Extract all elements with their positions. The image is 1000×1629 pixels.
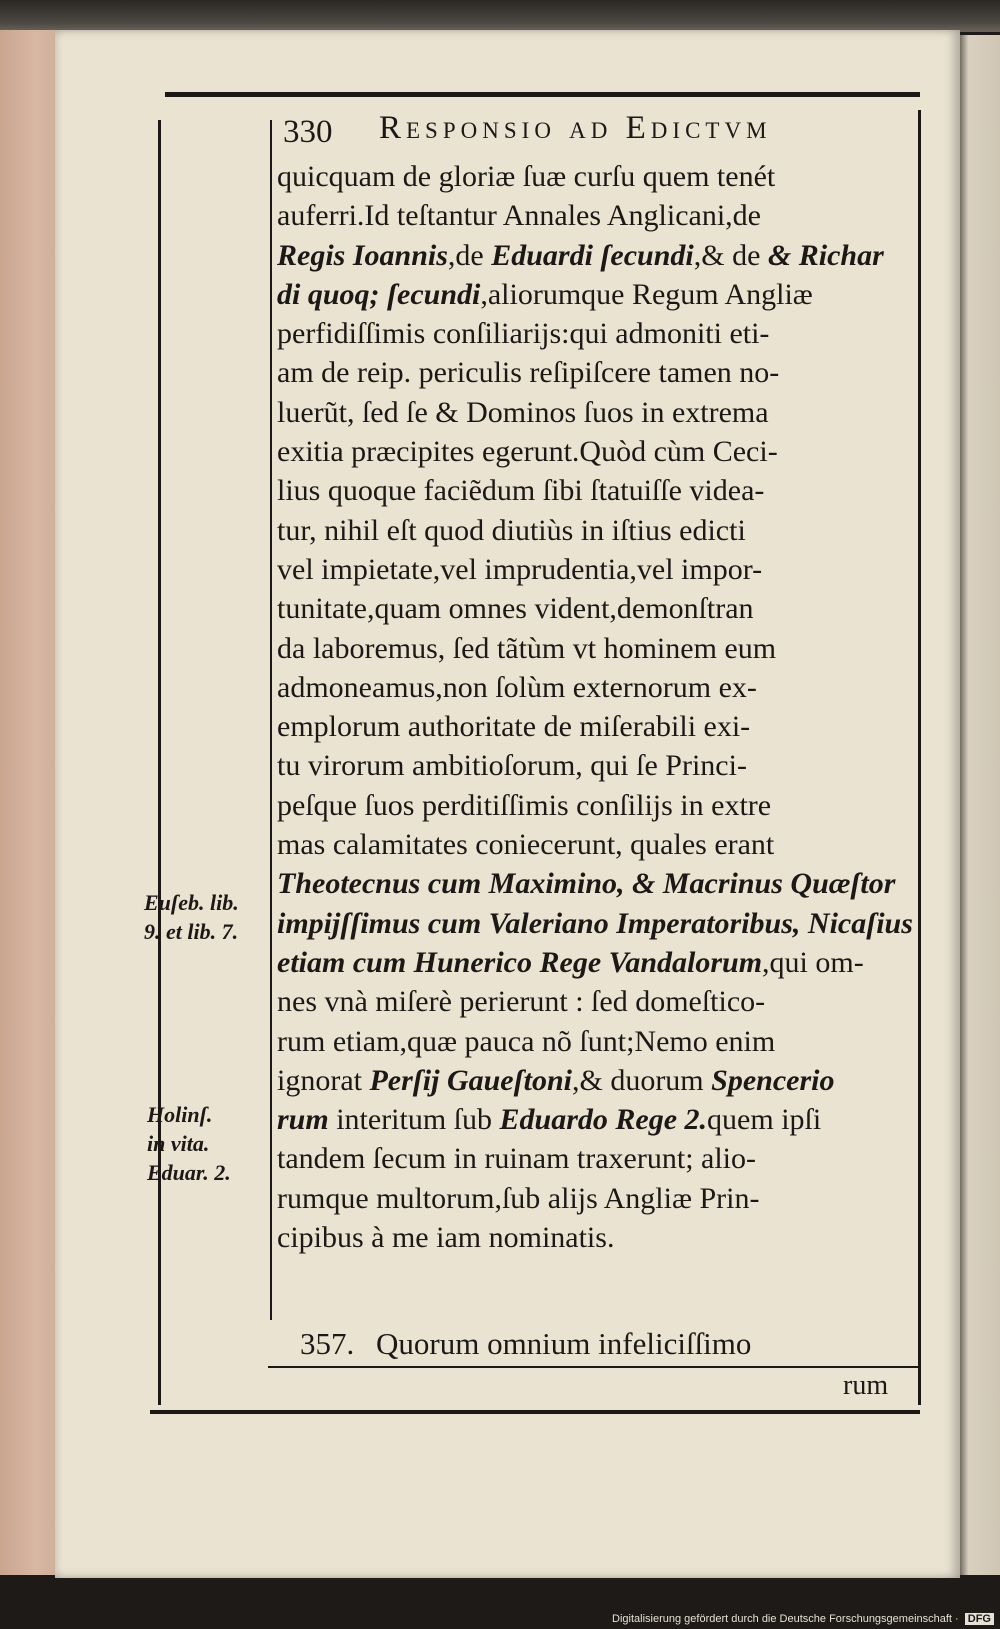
text-segment: tu virorum ambitioſorum, qui ſe Princi-	[277, 749, 747, 783]
text-segment: perfidiſſimis conſiliarijs:qui admoniti eti-	[277, 317, 770, 351]
top-rule	[165, 92, 920, 97]
digitization-credit	[612, 1613, 994, 1625]
text-line	[277, 589, 922, 628]
text-line	[277, 825, 922, 864]
text-line	[277, 353, 922, 392]
text-segment: auferri.Id teſtantur Annales Anglicani,de	[277, 199, 761, 233]
margin-note-eusebius	[144, 888, 239, 946]
running-title: Responsio ad Edictvm	[379, 110, 772, 146]
text-line	[277, 1022, 922, 1061]
text-segment: exitia præcipites egerunt.Quòd cùm Ceci-	[277, 435, 778, 469]
text-segment: quicquam de gloriæ ſuæ curſu quem tenét	[277, 160, 776, 193]
text-segment: emplorum authoritate de miſerabili exi-	[277, 710, 751, 744]
text-line	[277, 314, 922, 353]
section-footer	[300, 1326, 920, 1362]
book-right-pages	[958, 35, 1000, 1575]
text-segment: lius quoque faciẽdum ſibi ſtatuiſſe videa-	[277, 474, 765, 508]
text-segment: mas calamitates coniecerunt, quales erant	[277, 828, 775, 862]
text-line	[277, 236, 922, 275]
text-segment: tur, nihil eſt quod diutiùs in iſtius edicti	[277, 513, 746, 547]
text-line	[277, 707, 922, 746]
margin-note-line: Euſeb. lib.	[144, 890, 239, 915]
body-text	[277, 157, 922, 1257]
margin-note-line: in vita.	[147, 1131, 210, 1156]
text-segment: da laboremus, ſed tãtùm vt hominem eum	[277, 631, 777, 665]
text-segment: ,aliorumque Regum Angliæ	[480, 277, 813, 311]
italic-segment: & Richar	[767, 238, 884, 272]
italic-segment: di quoq; ſecundi	[277, 277, 481, 311]
italic-segment: Perſij Gaueſtoni	[369, 1063, 572, 1097]
text-line	[277, 864, 922, 903]
margin-note-line: Eduar. 2.	[147, 1160, 231, 1185]
text-line	[277, 432, 922, 471]
text-line	[277, 471, 922, 510]
italic-segment: Eduardi ſecundi	[491, 238, 694, 272]
book-left-edge	[0, 30, 60, 1575]
margin-note-line: 9. et lib. 7.	[144, 919, 239, 944]
page-number: 330	[283, 114, 333, 150]
text-line	[277, 196, 922, 235]
text-segment: ignorat	[277, 1063, 370, 1097]
dfg-logo: DFG	[965, 1613, 994, 1625]
text-segment: luerũt, ſed ſe & Dominos ſuos in extrema	[277, 395, 769, 429]
italic-segment: rum	[277, 1103, 329, 1137]
text-segment: vel impietate,vel imprudentia,vel impor-	[277, 552, 763, 586]
page-header	[283, 110, 923, 154]
text-line	[277, 275, 922, 314]
italic-segment: Spencerio	[711, 1063, 835, 1097]
text-segment: rumque multorum,ſub alijs Angliæ Prin-	[277, 1181, 760, 1215]
text-segment: ,qui om-	[762, 945, 864, 979]
text-segment: quem ipſi	[707, 1103, 822, 1137]
text-line	[277, 982, 922, 1021]
text-segment: cipibus à me iam nominatis.	[277, 1221, 615, 1255]
section-text: Quorum omnium infeliciſſimo	[376, 1326, 752, 1361]
text-segment: am de reip. periculis reſipiſcere tamen no-	[277, 356, 780, 390]
text-line	[277, 629, 922, 668]
text-line	[277, 157, 922, 196]
text-line	[277, 550, 922, 589]
text-segment: ,de	[447, 238, 492, 272]
text-segment: rum etiam,quæ pauca nõ ſunt;Nemo enim	[277, 1024, 776, 1058]
italic-segment: Theotecnus cum Maximino, & Macrinus Quæſtor	[277, 867, 896, 901]
text-line	[277, 943, 922, 982]
text-line	[277, 511, 922, 550]
text-line	[277, 1061, 922, 1100]
text-line	[277, 668, 922, 707]
margin-note-line: Holinſ.	[147, 1102, 213, 1127]
footer-rule	[268, 1366, 920, 1368]
italic-segment: Eduardo Rege 2.	[499, 1103, 708, 1137]
text-line	[277, 1179, 922, 1218]
text-line	[277, 1100, 922, 1139]
book-top-edge	[0, 0, 1000, 32]
column-rule	[270, 120, 272, 1320]
italic-segment: impijſſimus cum Valeriano Imperatoribus, Nicaſius	[277, 906, 913, 940]
bottom-rule	[150, 1410, 920, 1414]
text-segment: interitum ſub	[328, 1103, 500, 1137]
text-segment: admoneamus,non ſolùm externorum ex-	[277, 670, 757, 704]
text-segment: ,& de	[693, 238, 768, 272]
text-line	[277, 1139, 922, 1178]
section-number: 357.	[300, 1326, 355, 1361]
text-segment: peſque ſuos perditiſſimis conſilijs in extre	[277, 788, 772, 822]
text-segment: tunitate,quam omnes vident,demonſtran	[277, 592, 754, 626]
italic-segment: Regis Ioannis	[277, 238, 448, 272]
text-line	[277, 1218, 922, 1257]
text-line	[277, 393, 922, 432]
left-frame-rule	[158, 120, 161, 1405]
text-segment: nes vnà miſerè perierunt : ſed domeſtico-	[277, 985, 766, 1019]
text-line	[277, 786, 922, 825]
margin-note-holinshed	[147, 1100, 231, 1187]
text-segment: tandem ſecum in ruinam traxerunt; alio-	[277, 1142, 757, 1176]
text-line	[277, 746, 922, 785]
text-line	[277, 904, 922, 943]
italic-segment: etiam cum Hunerico Rege Vandalorum	[277, 945, 763, 979]
catchword: rum	[843, 1370, 889, 1401]
credit-text: Digitalisierung gefördert durch die Deutsche Forschungsgemeinschaft ·	[612, 1613, 959, 1625]
text-segment: ,& duorum	[571, 1063, 712, 1097]
